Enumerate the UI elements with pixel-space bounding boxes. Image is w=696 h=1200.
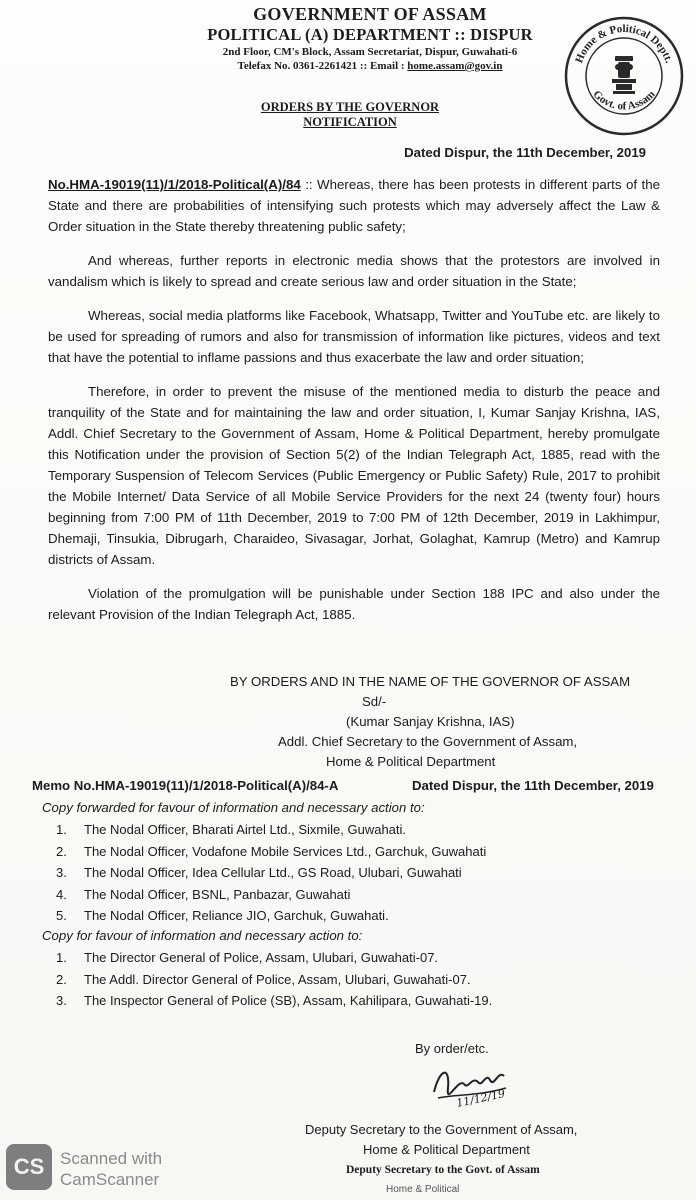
telefax-text: Telefax No. 0361-2261421 :: Email : (237, 60, 408, 72)
letterhead-government: GOVERNMENT OF ASSAM (253, 4, 487, 24)
notification-body (48, 174, 660, 638)
letterhead-contact (170, 59, 570, 73)
paragraph-3: Whereas, social media platforms like Facebook, Whatsapp, Twitter and YouTube etc. are likely to be used for spreading of rumors and also for transmission of information like pictures, videos and text that have the potential to inflame passions and thus exacerbate the law and order situation; (48, 308, 660, 365)
email-link[interactable]: home.assam@gov.in (407, 60, 503, 72)
signoff-name: (Kumar Sanjay Krishna, IAS) (346, 714, 515, 729)
list-item: 2. The Nodal Officer, Vodafone Mobile Services Ltd., Garchuk, Guwahati (56, 843, 487, 859)
letterhead-address: 2nd Floor, CM's Block, Assam Secretariat, Dispur, Guwahati-6 (222, 46, 518, 58)
memo-number: Memo No.HMA-19019(11)/1/2018-Political(A)/84-A (32, 778, 339, 793)
list-item: 3. The Nodal Officer, Idea Cellular Ltd., GS Road, Ulubari, Guwahati (56, 865, 462, 880)
deputy-stamp: Deputy Secretary to the Govt. of Assam (346, 1164, 540, 1176)
watermark-line-2: CamScanner (60, 1170, 160, 1189)
by-order-text: By order/etc. (415, 1041, 489, 1056)
paragraph-2: And whereas, further reports in electronic media shows that the protestors are involved in vandalism which is likely to spread and create serious law and order situation in the State; (48, 253, 660, 289)
list-item: 1. The Director General of Police, Assam, Ulubari, Guwahati-07. (56, 950, 439, 965)
copy-favour-title: Copy for favour of information and necessary action to: (42, 928, 363, 943)
paragraph-5: Violation of the promulgation will be punishable under Section 188 IPC and also under the relevant Provision of the Indian Telegraph Act, 1885. (48, 586, 660, 622)
copy-favour-list (56, 947, 492, 1012)
deputy-stamp-cut: Home & Political (386, 1184, 460, 1195)
list-item: 4. The Nodal Officer, BSNL, Panbazar, Guwahati (56, 886, 351, 902)
paragraph-1-text: :: Whereas, there has been protests in different parts of the State and there are probabilities of intensifying such protests which may adversely affect the Law & Order situation in the State thereby threatening public safety; (48, 177, 660, 234)
seal-bottom-text: Govt. of Assam (590, 88, 658, 113)
watermark-line-1: Scanned with (60, 1149, 163, 1168)
paragraph-1 (48, 174, 660, 237)
notification-date: Dated Dispur, the 11th December, 2019 (404, 145, 646, 160)
handwritten-signature-icon (428, 1058, 518, 1118)
seal-top-text: Home & Political Deptt. (573, 22, 675, 65)
list-item: 3. The Inspector General of Police (SB), Assam, Kahilipara, Guwahati-19. (56, 993, 493, 1008)
deputy-designation: Deputy Secretary to the Government of Assam, (305, 1122, 578, 1137)
signature-date: 11/12/19 (455, 1087, 507, 1110)
reference-number: No.HMA-19019(11)/1/2018-Political(A)/84 (48, 177, 301, 192)
deputy-secretary-block (305, 1120, 577, 1160)
orders-by-governor: ORDERS BY THE GOVERNOR (260, 100, 440, 114)
camscanner-watermark (60, 1148, 162, 1190)
department-seal-icon (560, 12, 688, 140)
list-item: 1. The Nodal Officer, Bharati Airtel Ltd., Sixmile, Guwahati. (56, 822, 407, 837)
letterhead-department: POLITICAL (A) DEPARTMENT :: DISPUR (207, 25, 533, 44)
camscanner-logo-icon: CS (6, 1144, 52, 1190)
memo-line (32, 778, 672, 793)
signoff-governor: BY ORDERS AND IN THE NAME OF THE GOVERNOR OF ASSAM (230, 674, 631, 689)
list-item: 2. The Addl. Director General of Police, Assam, Ulubari, Guwahati-07. (56, 971, 471, 987)
copy-forwarded-title: Copy forwarded for favour of information and necessary action to: (42, 800, 425, 815)
signoff-designation: Addl. Chief Secretary to the Government of Assam, (278, 734, 578, 749)
letterhead (170, 4, 570, 73)
deputy-department: Home & Political Department (363, 1142, 530, 1157)
signoff-block (230, 672, 670, 772)
signoff-sd: Sd/- (362, 694, 387, 709)
paragraph-4: Therefore, in order to prevent the misuse of the mentioned media to disturb the peace and tranquility of the State and for maintaining the law and order situation, I, Kumar Sanjay Krishna, IAS, Addl. Chief Secretary to the Government of Assam, Home & Political Department, hereby promulgate this Notification under the provision of Section 5(2) of the Indian Telegraph Act, 1885, read with the Temporary Suspension of Telecom Services (Public Emergency or Public Safety) Rule, 2017 to prohibit the Mobile Internet/ Data Service of all Mobile Service Providers for the next 24 (twenty four) hours beginning from 7:00 PM of 11th December, 2019 to 7:00 PM of 12th December, 2019 in Lakhimpur, Dhemaji, Tinsukia, Dibrugarh, Charaideo, Sivasagar, Jorhat, Golaghat, Kamrup (Metro) and Kamrup districts of Assam. (48, 384, 660, 567)
orders-heading (150, 100, 550, 130)
signoff-department: Home & Political Department (326, 754, 496, 769)
memo-date: Dated Dispur, the 11th December, 2019 (412, 778, 654, 793)
copy-forwarded-list (56, 819, 486, 927)
list-item: 5. The Nodal Officer, Reliance JIO, Garchuk, Guwahati. (56, 908, 389, 923)
notification-heading: NOTIFICATION (303, 115, 397, 129)
